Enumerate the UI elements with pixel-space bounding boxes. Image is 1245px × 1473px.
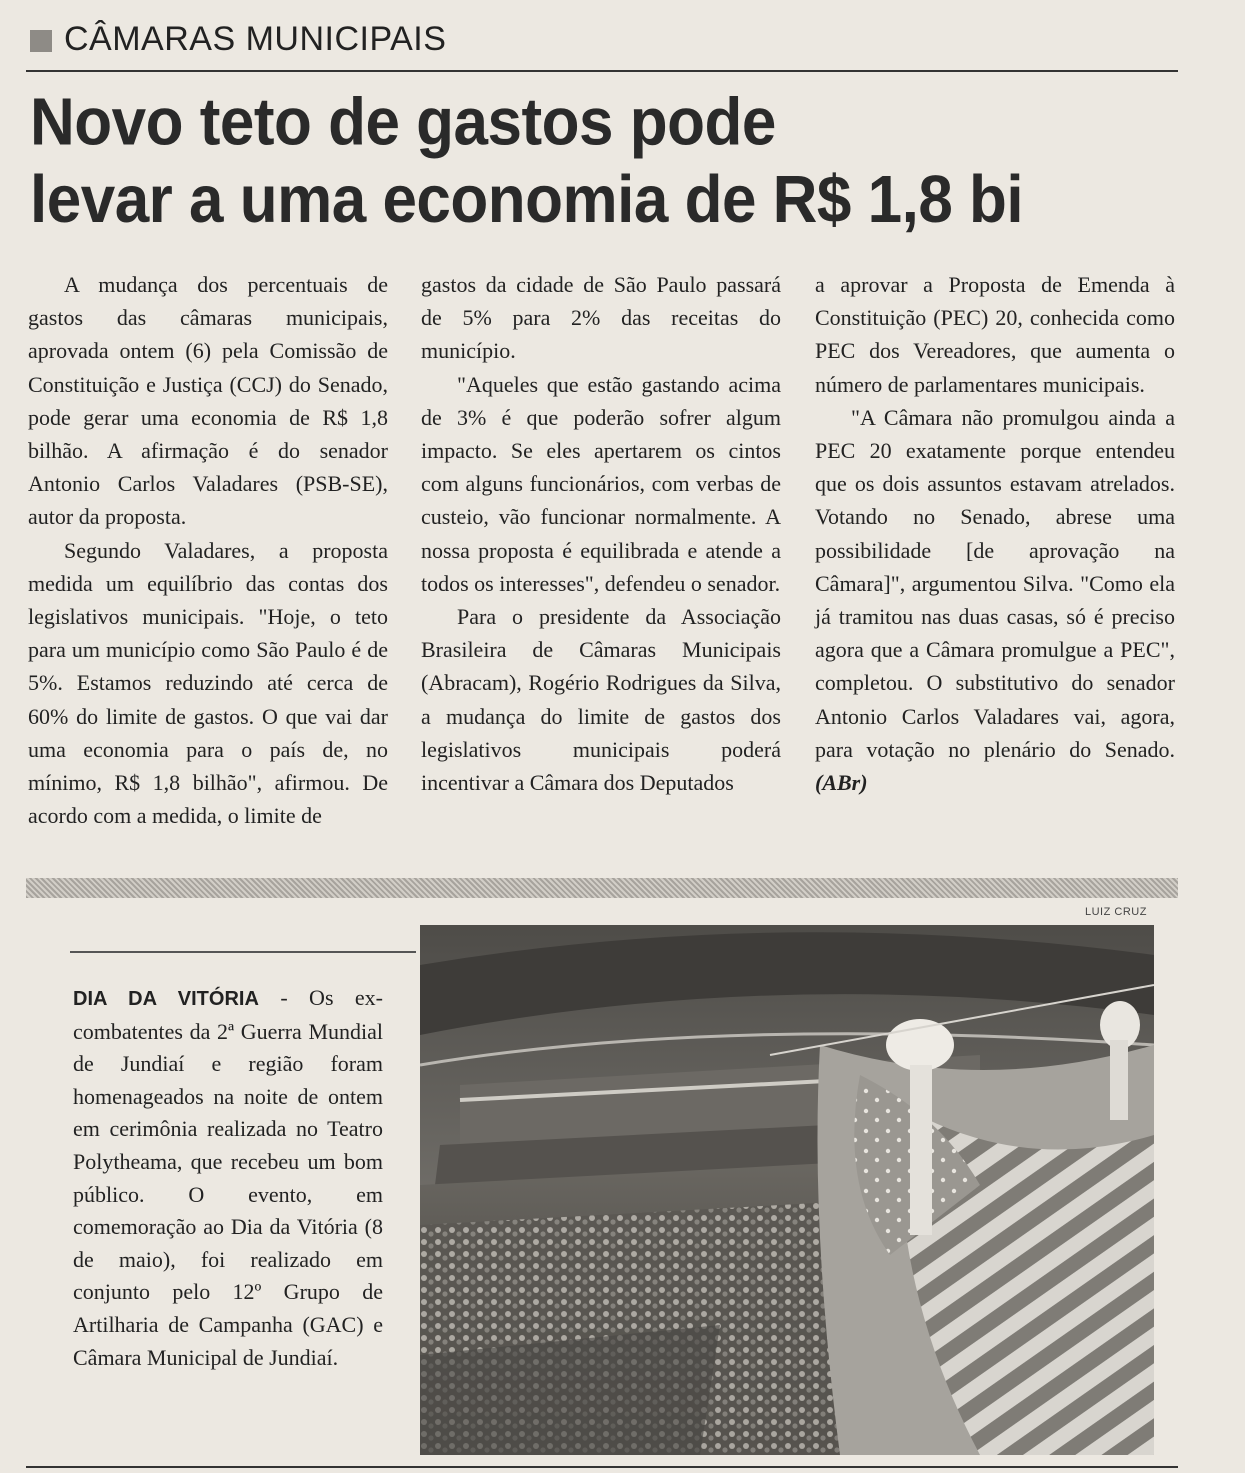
paragraph-text: "A Câmara não promulgou ainda a PEC 20 exatamente porque entendeu que os dois assuntos estavam atrelados. Votando no Senado, abrese uma possibilidade [de aprovação na Câmara]", argumentou Silva. "Como ela já tramitou nas duas casas, só é preciso agora que a Câmara promulgue a PEC", completou. O substitutivo do senador Antonio Carlos Valadares vai, agora, para votação no plenário do Senado. bbox=[815, 404, 1175, 762]
ceremony-photo bbox=[420, 925, 1154, 1455]
caption-text: - Os ex-combatentes da 2ª Guerra Mundial de Jundiaí e região foram homenageados na noite de ontem em cerimônia realizada no Teatro Polytheama, que recebeu um bom público. O evento, em comemoração ao Dia da Vitória (8 de maio), foi realizado em conjunto pelo 12º Grupo de Artilharia de Campanha (GAC) e Câmara Municipal de Jundiaí. bbox=[73, 985, 384, 1370]
section-header bbox=[30, 14, 446, 64]
section-title: CÂMARAS MUNICIPAIS bbox=[64, 19, 447, 58]
article-column-1 bbox=[28, 268, 388, 832]
headline bbox=[30, 84, 1180, 240]
caption-label: DIA DA VITÓRIA bbox=[73, 988, 259, 1010]
square-bullet-icon bbox=[30, 30, 52, 52]
headline-line-2: levar a uma economia de R$ 1,8 bi bbox=[30, 162, 1024, 238]
photo-caption bbox=[73, 982, 383, 1374]
bottom-rule bbox=[26, 1466, 1178, 1468]
headline-line-1: Novo teto de gastos pode bbox=[30, 85, 776, 160]
photo-credit: LUIZ CRUZ bbox=[1085, 906, 1147, 918]
article-column-2 bbox=[421, 268, 781, 799]
top-rule bbox=[26, 70, 1178, 72]
paragraph: "Aqueles que estão gastando acima de 3% é que poderão sofrer algum impacto. Se eles apertarem os cintos com alguns funcionários, com verbas de custeio, vão funcionar normalmente. A nossa proposta é equilibrada e atende a todos os interesses", defendeu o senador. bbox=[421, 371, 781, 596]
paragraph: Segundo Valadares, a proposta medida um equilíbrio das contas dos legislativos municipais. "Hoje, o teto para um município como São Paulo é de 5%. Estamos reduzindo até cerca de 60% do limite de gastos. O que vai dar uma economia para o país de, no mínimo, R$ 1,8 bilhão", afirmou. De acordo com a medida, o limite de bbox=[28, 537, 388, 829]
caption-rule bbox=[70, 951, 416, 953]
paragraph: A mudança dos percentuais de gastos das câmaras municipais, aprovada ontem (6) pela Comissão de Constituição e Justiça (CCJ) do Senado, pode gerar uma economia de R$ 1,8 bilhão. A afirmação é do senador Antonio Carlos Valadares (PSB-SE), autor da proposta. bbox=[28, 272, 388, 530]
paragraph bbox=[815, 401, 1175, 799]
paragraph: gastos da cidade de São Paulo passará de 5% para 2% das receitas do município. bbox=[421, 272, 781, 364]
agency-credit: (ABr) bbox=[815, 770, 868, 796]
theater-photo-illustration bbox=[420, 925, 1154, 1455]
article-column-3 bbox=[815, 268, 1175, 799]
section-divider bbox=[26, 878, 1178, 898]
paragraph: Para o presidente da Associação Brasileira de Câmaras Municipais (Abracam), Rogério Rodrigues da Silva, a mudança do limite de gastos dos legislativos municipais poderá incentivar a Câmara dos Deputados bbox=[421, 604, 781, 796]
paragraph: a aprovar a Proposta de Emenda à Constituição (PEC) 20, conhecida como PEC dos Vereadores, que aumenta o número de parlamentares municipais. bbox=[815, 272, 1175, 397]
